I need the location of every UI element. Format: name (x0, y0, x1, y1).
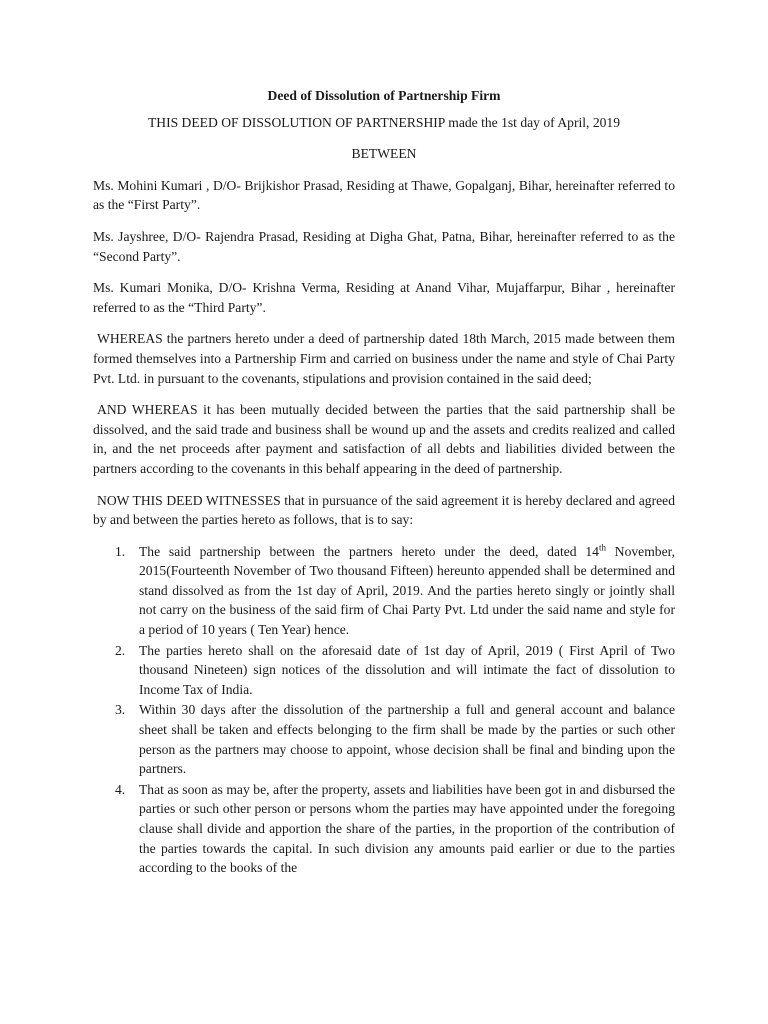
second-party-paragraph: Ms. Jayshree, D/O- Rajendra Prasad, Residing at Digha Ghat, Patna, Bihar, hereinafter referred to as the “Second Party”. (93, 228, 675, 264)
now-this-deed-paragraph: NOW THIS DEED WITNESSES that in pursuance of the said agreement it is hereby declared and agreed by and between the parties hereto as follows, that is to say: (93, 492, 675, 528)
whereas-paragraph: WHEREAS the partners hereto under a deed of partnership dated 18th March, 2015 made between them formed themselves into a Partnership Firm and carried on business under the name and style of Chai Party Pvt. Ltd. in pursuant to the covenants, stipulations and provision contained in the said deed; (93, 331, 675, 386)
document-title: Deed of Dissolution of Partnership Firm (267, 88, 501, 103)
clause-number: 4. (115, 781, 126, 797)
opening-line: THIS DEED OF DISSOLUTION OF PARTNERSHIP made the 1st day of April, 2019 (147, 114, 621, 130)
first-party-paragraph: Ms. Mohini Kumari , D/O- Brijkishor Prasad, Residing at Thawe, Gopalganj, Bihar, hereinafter referred to as the “First Party”. (93, 177, 675, 213)
clause-item (93, 700, 675, 778)
clause-text: The parties hereto shall on the aforesaid date of 1st day of April, 2019 ( First April of Two thousand Nineteen) sign notices of the dissolution and will intimate the fact of dissolution to Income Tax of India. (139, 642, 675, 697)
between-heading: BETWEEN (351, 146, 417, 162)
and-whereas-paragraph: AND WHEREAS it has been mutually decided between the parties that the said partnership shall be dissolved, and the said trade and business shall be wound up and the assets and credits realized and called in, and the net proceeds after payment and satisfaction of all debts and liabilities divided between the partners according to the covenants in this behalf appearing in the deed of partnership. (93, 402, 675, 476)
clause-item (93, 780, 675, 878)
clause-item (93, 542, 675, 640)
clause-text: The said partnership between the partners hereto under the deed, dated 14 (139, 543, 599, 559)
clause-number: 1. (115, 543, 126, 559)
clause-number: 2. (115, 642, 126, 658)
document-body (93, 86, 675, 879)
clause-text-cont: November, 2015(Fourteenth November of Two thousand Fifteen) hereunto appended shall be determined and stand dissolved as from the 1st day of April, 2019. And the parties hereto singly or jointly shall not carry on the business of the said firm of Chai Party Pvt. Ltd under the said name and style for a period of 10 years ( Ten Year) hence. (139, 543, 675, 638)
clause-number: 3. (115, 702, 126, 718)
clause-text: That as soon as may be, after the property, assets and liabilities have been got in and disbursed the parties or such other person or persons whom the parties may have appointed under the foregoing clause shall divide and apportion the share of the parties, in the proportion of the contribution of the parties towards the capital. In such division any amounts paid earlier or due to the parties according to the books of the (139, 781, 675, 876)
clause-text: Within 30 days after the dissolution of the partnership a full and general account and balance sheet shall be taken and effects belonging to the firm shall be made by the parties or such other person as the partners may choose to appoint, whose decision shall be final and binding upon the partners. (139, 702, 675, 777)
clause-item (93, 641, 675, 700)
ordinal-suffix: th (598, 542, 606, 553)
clauses-list (93, 542, 675, 878)
third-party-paragraph: Ms. Kumari Monika, D/O- Krishna Verma, Residing at Anand Vihar, Mujaffarpur, Bihar , hereinafter referred to as the “Third Party”. (93, 280, 675, 315)
